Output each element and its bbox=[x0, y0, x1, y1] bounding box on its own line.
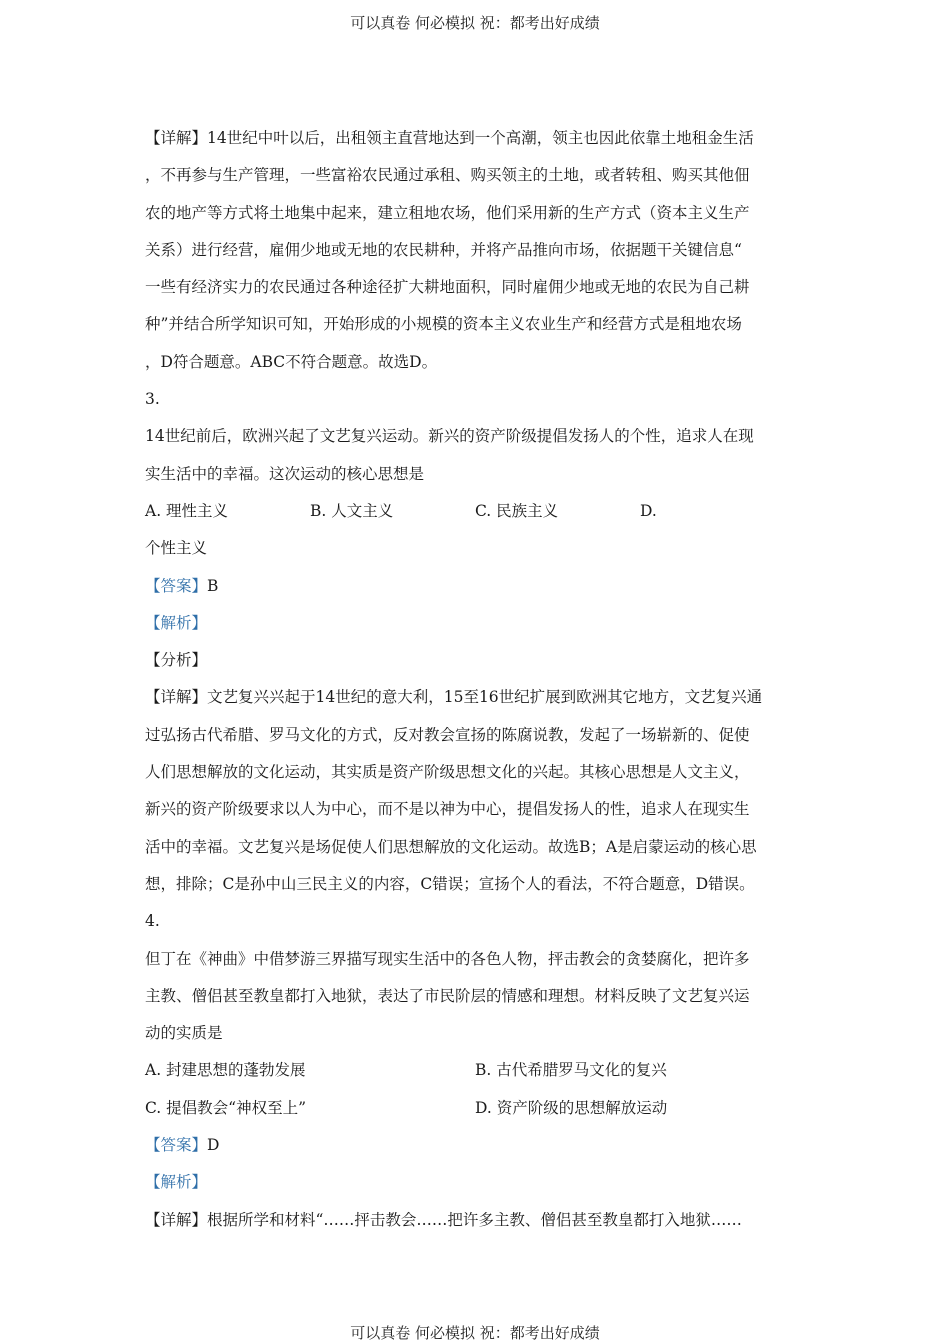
question-number: 3. bbox=[145, 390, 160, 409]
question-stem: 动的实质是 bbox=[145, 1024, 223, 1043]
detail-line: 活中的幸福。文艺复兴是场促使人们思想解放的文化运动。故选B；A是启蒙运动的核心思 bbox=[145, 837, 757, 856]
detail-line: 【详解】文艺复兴兴起于14世纪的意大利，15至16世纪扩展到欧洲其它地方，文艺复兴通 bbox=[145, 688, 763, 707]
options-row bbox=[145, 1052, 805, 1089]
option-d: D. 资产阶级的思想解放运动 bbox=[475, 1098, 668, 1117]
detail-line: 过弘扬古代希腊、罗马文化的方式，反对教会宣扬的陈腐说教，发起了一场崭新的、促使 bbox=[145, 725, 750, 744]
answer-tag: 【答案】 bbox=[145, 1136, 208, 1155]
text-line: 农的地产等方式将土地集中起来，建立租地农场，他们采用新的生产方式（资本主义生产 bbox=[145, 203, 750, 222]
fenxi-tag: 【分析】 bbox=[145, 651, 208, 670]
option-a: A. 封建思想的蓬勃发展 bbox=[145, 1061, 306, 1080]
analysis-tag: 【解析】 bbox=[145, 613, 208, 632]
analysis-tag: 【解析】 bbox=[145, 1173, 208, 1192]
text-line: 种”并结合所学知识可知，开始形成的小规模的资本主义农业生产和经营方式是租地农场 bbox=[145, 315, 742, 334]
detail-line: 【详解】根据所学和材料“……抨击教会……把许多主教、僧侣甚至教皇都打入地狱…… bbox=[145, 1210, 742, 1229]
text-line: ，D符合题意。ABC不符合题意。故选D。 bbox=[145, 352, 438, 371]
question-stem: 14世纪前后，欧洲兴起了文艺复兴运动。新兴的资产阶级提倡发扬人的个性，追求人在现 bbox=[145, 427, 754, 446]
text-line: 关系）进行经营，雇佣少地或无地的农民耕种，并将产品推向市场，依据题干关键信息“ bbox=[145, 240, 742, 259]
options-row bbox=[145, 1090, 805, 1127]
detail-line: 新兴的资产阶级要求以人为中心，而不是以神为中心，提倡发扬人的性，追求人在现实生 bbox=[145, 800, 750, 819]
text-line: ，不再参与生产管理，一些富裕农民通过承租、购买领主的土地，或者转租、购买其他佃 bbox=[145, 166, 750, 185]
detail-line: 人们思想解放的文化运动，其实质是资产阶级思想文化的兴起。其核心思想是人文主义， bbox=[145, 763, 750, 782]
answer-line bbox=[145, 568, 805, 605]
option-c: C. 提倡教会“神权至上” bbox=[145, 1098, 307, 1117]
option-b: B. 人文主义 bbox=[310, 501, 394, 520]
option-c: C. 民族主义 bbox=[475, 501, 559, 520]
answer-line bbox=[145, 1127, 805, 1164]
answer-value: B bbox=[207, 576, 219, 595]
answer-value: D bbox=[207, 1136, 220, 1155]
text-line: 【详解】14世纪中叶以后，出租领主直营地达到一个高潮，领主也因此依靠土地租金生活 bbox=[145, 129, 754, 147]
text-line: 一些有经济实力的农民通过各种途径扩大耕地面积，同时雇佣少地或无地的农民为自己耕 bbox=[145, 278, 750, 297]
document-body bbox=[145, 120, 805, 1239]
option-d: D. bbox=[640, 501, 657, 520]
option-b: B. 古代希腊罗马文化的复兴 bbox=[475, 1061, 667, 1080]
option-a: A. 理性主义 bbox=[145, 501, 229, 520]
question-stem: 主教、僧侣甚至教皇都打入地狱，表达了市民阶层的情感和理想。材料反映了文艺复兴运 bbox=[145, 986, 750, 1005]
detail-line: 想，排除；C是孙中山三民主义的内容，C错误；宣扬个人的看法，不符合题意，D错误。 bbox=[145, 874, 755, 893]
question-stem: 实生活中的幸福。这次运动的核心思想是 bbox=[145, 464, 425, 483]
page-footer: 可以真卷 何必模拟 祝：都考出好成绩 bbox=[350, 1324, 600, 1342]
question-stem: 但丁在《神曲》中借梦游三界描写现实生活中的各色人物，抨击教会的贪婪腐化，把许多 bbox=[145, 949, 750, 968]
option-d-text: 个性主义 bbox=[145, 539, 208, 558]
page-header: 可以真卷 何必模拟 祝：都考出好成绩 bbox=[350, 14, 600, 32]
answer-tag: 【答案】 bbox=[145, 576, 208, 595]
question-number: 4. bbox=[145, 912, 160, 931]
options-row bbox=[145, 493, 805, 530]
